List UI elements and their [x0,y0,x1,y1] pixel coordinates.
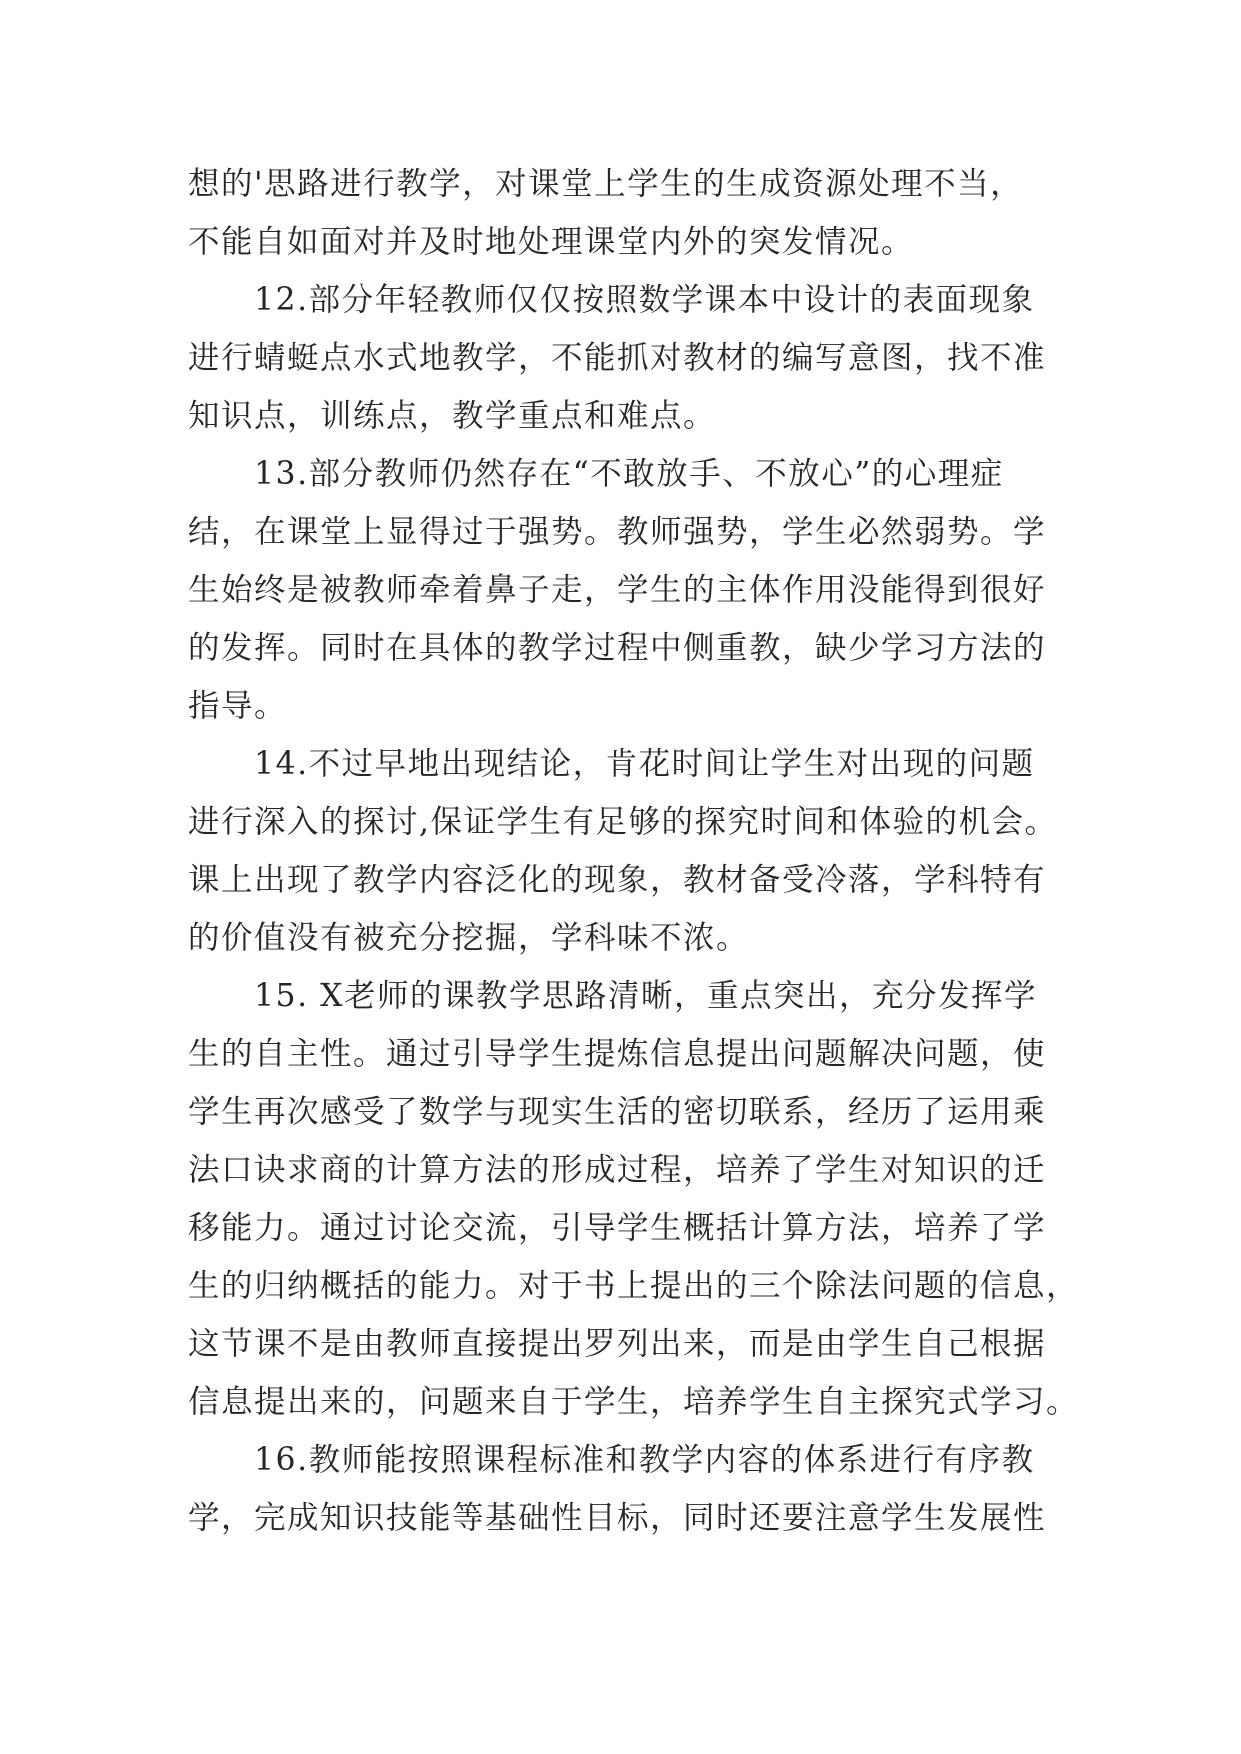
text-line: 的价值没有被充分挖掘，学科味不浓。 [188,920,750,956]
paragraph-13-start: 13.部分教师仍然存在“不敢放手、不放心”的心理症 [188,456,1004,492]
text-line: 信息提出来的，问题来自于学生，培养学生自主探究式学习。 [188,1384,1080,1420]
text-line: 结，在课堂上显得过于强势。教师强势，学生必然弱势。学 [188,514,1047,550]
text-line: 生的自主性。通过引导学生提炼信息提出问题解决问题，使 [188,1036,1047,1072]
text-line: 知识点，训练点，教学重点和难点。 [188,398,717,434]
document-body [188,155,1080,1547]
text-line: 生的归纳概括的能力。对于书上提出的三个除法问题的信息， [188,1268,1080,1304]
text-line: 法口诀求商的计算方法的形成过程，培养了学生对知识的迁 [188,1152,1047,1188]
text-line: 移能力。通过讨论交流，引导学生概括计算方法，培养了学 [188,1210,1047,1246]
paragraph-12-start: 12.部分年轻教师仅仅按照数学课本中设计的表面现象 [188,282,1035,318]
paragraph-14-start: 14.不过早地出现结论，肯花时间让学生对出现的问题 [188,746,1035,782]
paragraph-15-start: 15. X老师的课教学思路清晰，重点突出，充分发挥学 [188,978,1038,1014]
text-line: 的发挥。同时在具体的教学过程中侧重教，缺少学习方法的 [188,630,1047,666]
text-line: 这节课不是由教师直接提出罗列出来，而是由学生自己根据 [188,1326,1047,1362]
text-line: 指导。 [188,688,288,724]
text-line: 想的'思路进行教学，对课堂上学生的生成资源处理不当， [188,166,1024,202]
text-line: 学，完成知识技能等基础性目标，同时还要注意学生发展性 [188,1500,1047,1536]
text-line: 课上出现了教学内容泛化的现象，教材备受冷落，学科特有 [188,862,1047,898]
text-line: 学生再次感受了数学与现实生活的密切联系，经历了运用乘 [188,1094,1047,1130]
text-line: 进行深入的探讨,保证学生有足够的探究时间和体验的机会。 [188,804,1058,840]
text-line: 不能自如面对并及时地处理课堂内外的突发情况。 [188,224,915,260]
text-line: 进行蜻蜓点水式地教学，不能抓对教材的编写意图，找不准 [188,340,1047,376]
paragraph-16-start: 16.教师能按照课程标准和教学内容的体系进行有序教 [188,1442,1035,1478]
text-line: 生始终是被教师牵着鼻子走，学生的主体作用没能得到很好 [188,572,1047,608]
